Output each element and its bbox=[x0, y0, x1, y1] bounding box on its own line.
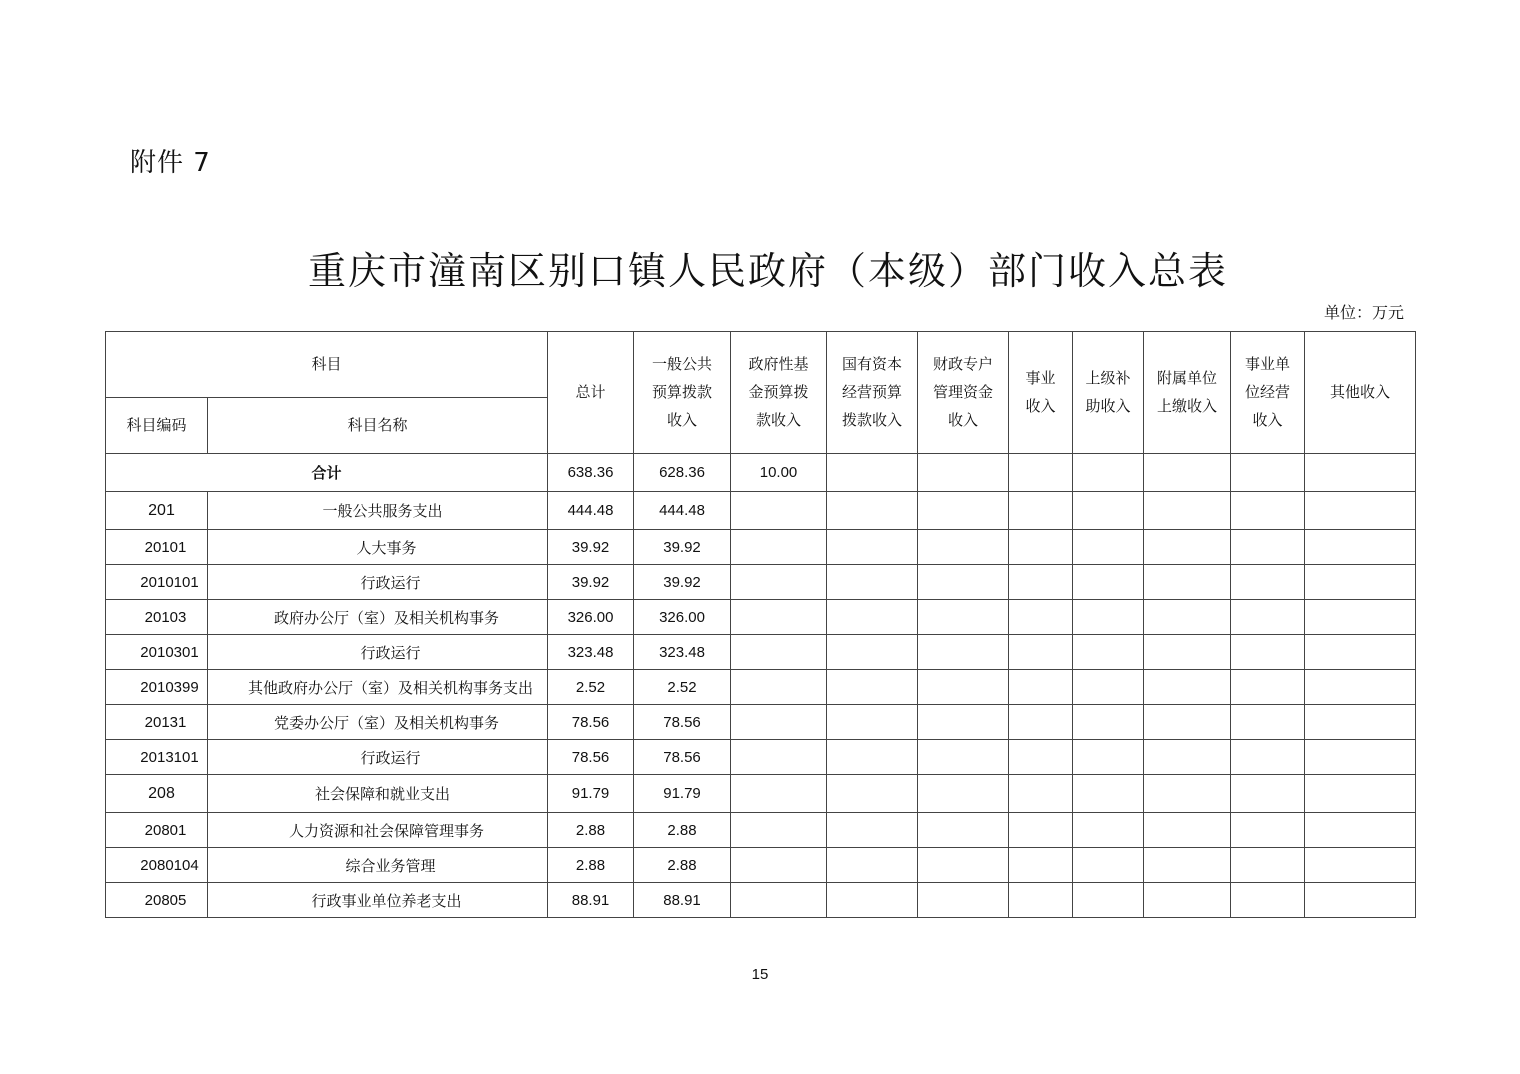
subject-name-cell: 行政事业单位养老支出 bbox=[208, 883, 548, 918]
value-cell: 78.56 bbox=[548, 740, 634, 775]
value-cell bbox=[1231, 635, 1305, 670]
value-cell bbox=[1144, 883, 1231, 918]
page-number: 15 bbox=[751, 966, 769, 983]
subject-code-cell: 208 bbox=[106, 775, 208, 813]
value-cell: 88.91 bbox=[634, 883, 731, 918]
value-cell: 2.88 bbox=[634, 813, 731, 848]
subject-code-cell: 20103 bbox=[106, 600, 208, 635]
table-row bbox=[106, 813, 1416, 848]
value-cell: 91.79 bbox=[548, 775, 634, 813]
header-total: 总计 bbox=[548, 332, 634, 454]
value-cell bbox=[827, 492, 918, 530]
value-cell bbox=[1009, 883, 1073, 918]
subject-code-cell: 2013101 bbox=[106, 740, 208, 775]
header-subject: 科目 bbox=[106, 332, 548, 398]
header-affiliated-unit: 附属单位 上缴收入 bbox=[1144, 332, 1231, 454]
value-cell bbox=[918, 635, 1009, 670]
value-cell bbox=[1073, 705, 1144, 740]
total-cell: 628.36 bbox=[634, 454, 731, 492]
value-cell bbox=[1231, 813, 1305, 848]
subject-name-cell: 综合业务管理 bbox=[208, 848, 548, 883]
value-cell bbox=[827, 813, 918, 848]
value-cell: 39.92 bbox=[634, 530, 731, 565]
value-cell bbox=[1073, 740, 1144, 775]
value-cell bbox=[1305, 492, 1416, 530]
subject-code-cell: 2080104 bbox=[106, 848, 208, 883]
header-business-income: 事业 收入 bbox=[1009, 332, 1073, 454]
value-cell bbox=[1305, 530, 1416, 565]
value-cell: 444.48 bbox=[548, 492, 634, 530]
subject-name-cell: 人力资源和社会保障管理事务 bbox=[208, 813, 548, 848]
subject-name-cell: 人大事务 bbox=[208, 530, 548, 565]
header-unit-operation: 事业单 位经营 收入 bbox=[1231, 332, 1305, 454]
value-cell bbox=[918, 565, 1009, 600]
subject-name-cell: 行政运行 bbox=[208, 635, 548, 670]
value-cell bbox=[918, 813, 1009, 848]
value-cell bbox=[1231, 565, 1305, 600]
value-cell: 39.92 bbox=[548, 530, 634, 565]
value-cell bbox=[1073, 530, 1144, 565]
value-cell bbox=[918, 530, 1009, 565]
page-title: 重庆市潼南区别口镇人民政府（本级）部门收入总表 bbox=[307, 249, 1228, 293]
value-cell bbox=[1144, 600, 1231, 635]
value-cell bbox=[1305, 635, 1416, 670]
table-row bbox=[106, 705, 1416, 740]
value-cell bbox=[1144, 775, 1231, 813]
value-cell bbox=[731, 848, 827, 883]
value-cell bbox=[1073, 670, 1144, 705]
value-cell: 91.79 bbox=[634, 775, 731, 813]
value-cell: 2.88 bbox=[548, 848, 634, 883]
total-cell bbox=[1231, 454, 1305, 492]
value-cell: 78.56 bbox=[634, 740, 731, 775]
subject-code-cell: 20131 bbox=[106, 705, 208, 740]
value-cell bbox=[827, 635, 918, 670]
value-cell bbox=[1144, 565, 1231, 600]
value-cell bbox=[918, 740, 1009, 775]
value-cell bbox=[1009, 813, 1073, 848]
value-cell bbox=[1009, 848, 1073, 883]
value-cell: 323.48 bbox=[548, 635, 634, 670]
value-cell bbox=[1231, 530, 1305, 565]
header-fiscal-account: 财政专户 管理资金 收入 bbox=[918, 332, 1009, 454]
table-row bbox=[106, 530, 1416, 565]
value-cell: 39.92 bbox=[634, 565, 731, 600]
value-cell bbox=[1305, 670, 1416, 705]
value-cell bbox=[827, 740, 918, 775]
value-cell bbox=[1305, 565, 1416, 600]
value-cell bbox=[1231, 848, 1305, 883]
value-cell bbox=[1231, 492, 1305, 530]
subject-name-cell: 其他政府办公厅（室）及相关机构事务支出 bbox=[208, 670, 548, 705]
value-cell: 2.88 bbox=[548, 813, 634, 848]
subject-code-cell: 20801 bbox=[106, 813, 208, 848]
value-cell bbox=[1073, 883, 1144, 918]
value-cell bbox=[1009, 530, 1073, 565]
total-cell bbox=[827, 454, 918, 492]
value-cell bbox=[1073, 565, 1144, 600]
value-cell bbox=[1009, 705, 1073, 740]
income-summary-table bbox=[105, 331, 1416, 918]
total-cell bbox=[1144, 454, 1231, 492]
value-cell bbox=[827, 883, 918, 918]
value-cell bbox=[1073, 492, 1144, 530]
value-cell bbox=[1073, 635, 1144, 670]
value-cell bbox=[827, 705, 918, 740]
total-cell bbox=[1073, 454, 1144, 492]
subject-code-cell: 2010399 bbox=[106, 670, 208, 705]
value-cell bbox=[827, 775, 918, 813]
value-cell bbox=[1009, 565, 1073, 600]
value-cell bbox=[1009, 670, 1073, 705]
unit-label: 单位：万元 bbox=[1323, 303, 1404, 322]
table-row bbox=[106, 600, 1416, 635]
total-cell bbox=[1009, 454, 1073, 492]
value-cell bbox=[1231, 883, 1305, 918]
value-cell: 444.48 bbox=[634, 492, 731, 530]
value-cell: 88.91 bbox=[548, 883, 634, 918]
value-cell bbox=[1009, 600, 1073, 635]
subject-name-cell: 政府办公厅（室）及相关机构事务 bbox=[208, 600, 548, 635]
subject-name-cell: 一般公共服务支出 bbox=[208, 492, 548, 530]
header-general-budget: 一般公共 预算拨款 收入 bbox=[634, 332, 731, 454]
value-cell bbox=[1305, 740, 1416, 775]
value-cell: 2.52 bbox=[548, 670, 634, 705]
value-cell bbox=[1144, 670, 1231, 705]
value-cell bbox=[1144, 530, 1231, 565]
value-cell bbox=[1009, 775, 1073, 813]
value-cell: 78.56 bbox=[548, 705, 634, 740]
value-cell bbox=[1073, 600, 1144, 635]
subject-code-cell: 201 bbox=[106, 492, 208, 530]
table-row bbox=[106, 635, 1416, 670]
header-other-income: 其他收入 bbox=[1305, 332, 1416, 454]
value-cell bbox=[1231, 775, 1305, 813]
header-superior-subsidy: 上级补 助收入 bbox=[1073, 332, 1144, 454]
value-cell bbox=[1144, 740, 1231, 775]
value-cell bbox=[1305, 883, 1416, 918]
table-row bbox=[106, 775, 1416, 813]
subject-name-cell: 党委办公厅（室）及相关机构事务 bbox=[208, 705, 548, 740]
value-cell bbox=[1305, 775, 1416, 813]
total-cell: 638.36 bbox=[548, 454, 634, 492]
header-gov-fund: 政府性基 金预算拨 款收入 bbox=[731, 332, 827, 454]
header-subject-name: 科目名称 bbox=[208, 398, 548, 454]
value-cell bbox=[731, 813, 827, 848]
value-cell bbox=[731, 530, 827, 565]
value-cell bbox=[918, 775, 1009, 813]
value-cell bbox=[918, 848, 1009, 883]
table-row bbox=[106, 740, 1416, 775]
value-cell bbox=[1144, 813, 1231, 848]
value-cell bbox=[1144, 492, 1231, 530]
value-cell bbox=[1231, 740, 1305, 775]
table-row bbox=[106, 492, 1416, 530]
value-cell bbox=[1073, 848, 1144, 883]
value-cell bbox=[918, 670, 1009, 705]
value-cell bbox=[731, 883, 827, 918]
value-cell bbox=[1305, 705, 1416, 740]
value-cell: 2.52 bbox=[634, 670, 731, 705]
value-cell bbox=[827, 670, 918, 705]
value-cell bbox=[731, 565, 827, 600]
subject-name-cell: 行政运行 bbox=[208, 740, 548, 775]
value-cell bbox=[1231, 670, 1305, 705]
value-cell bbox=[1073, 775, 1144, 813]
value-cell bbox=[1009, 740, 1073, 775]
value-cell bbox=[731, 705, 827, 740]
subject-code-cell: 2010301 bbox=[106, 635, 208, 670]
value-cell: 78.56 bbox=[634, 705, 731, 740]
value-cell bbox=[731, 635, 827, 670]
value-cell bbox=[827, 565, 918, 600]
total-row bbox=[106, 454, 1416, 492]
total-cell: 10.00 bbox=[731, 454, 827, 492]
value-cell bbox=[918, 492, 1009, 530]
value-cell bbox=[1144, 848, 1231, 883]
value-cell bbox=[918, 883, 1009, 918]
value-cell bbox=[918, 600, 1009, 635]
value-cell: 326.00 bbox=[634, 600, 731, 635]
value-cell bbox=[1144, 635, 1231, 670]
table-row bbox=[106, 848, 1416, 883]
value-cell bbox=[827, 600, 918, 635]
value-cell bbox=[1073, 813, 1144, 848]
value-cell bbox=[1305, 848, 1416, 883]
value-cell bbox=[731, 492, 827, 530]
value-cell bbox=[1144, 705, 1231, 740]
value-cell bbox=[1009, 492, 1073, 530]
subject-code-cell: 2010101 bbox=[106, 565, 208, 600]
subject-name-cell: 行政运行 bbox=[208, 565, 548, 600]
table-row bbox=[106, 565, 1416, 600]
table-row bbox=[106, 883, 1416, 918]
value-cell bbox=[731, 775, 827, 813]
table-row bbox=[106, 670, 1416, 705]
value-cell bbox=[731, 670, 827, 705]
value-cell: 2.88 bbox=[634, 848, 731, 883]
total-cell bbox=[1305, 454, 1416, 492]
total-label: 合计 bbox=[106, 454, 548, 492]
value-cell bbox=[1305, 813, 1416, 848]
value-cell: 323.48 bbox=[634, 635, 731, 670]
value-cell bbox=[918, 705, 1009, 740]
value-cell bbox=[1009, 635, 1073, 670]
value-cell bbox=[1305, 600, 1416, 635]
value-cell bbox=[827, 530, 918, 565]
value-cell bbox=[731, 740, 827, 775]
header-state-capital: 国有资本 经营预算 拨款收入 bbox=[827, 332, 918, 454]
value-cell bbox=[731, 600, 827, 635]
header-subject-code: 科目编码 bbox=[106, 398, 208, 454]
subject-code-cell: 20805 bbox=[106, 883, 208, 918]
value-cell bbox=[1231, 600, 1305, 635]
subject-name-cell: 社会保障和就业支出 bbox=[208, 775, 548, 813]
subject-code-cell: 20101 bbox=[106, 530, 208, 565]
value-cell: 39.92 bbox=[548, 565, 634, 600]
value-cell bbox=[1231, 705, 1305, 740]
value-cell: 326.00 bbox=[548, 600, 634, 635]
value-cell bbox=[827, 848, 918, 883]
total-cell bbox=[918, 454, 1009, 492]
attachment-label: 附件 7 bbox=[130, 148, 211, 178]
